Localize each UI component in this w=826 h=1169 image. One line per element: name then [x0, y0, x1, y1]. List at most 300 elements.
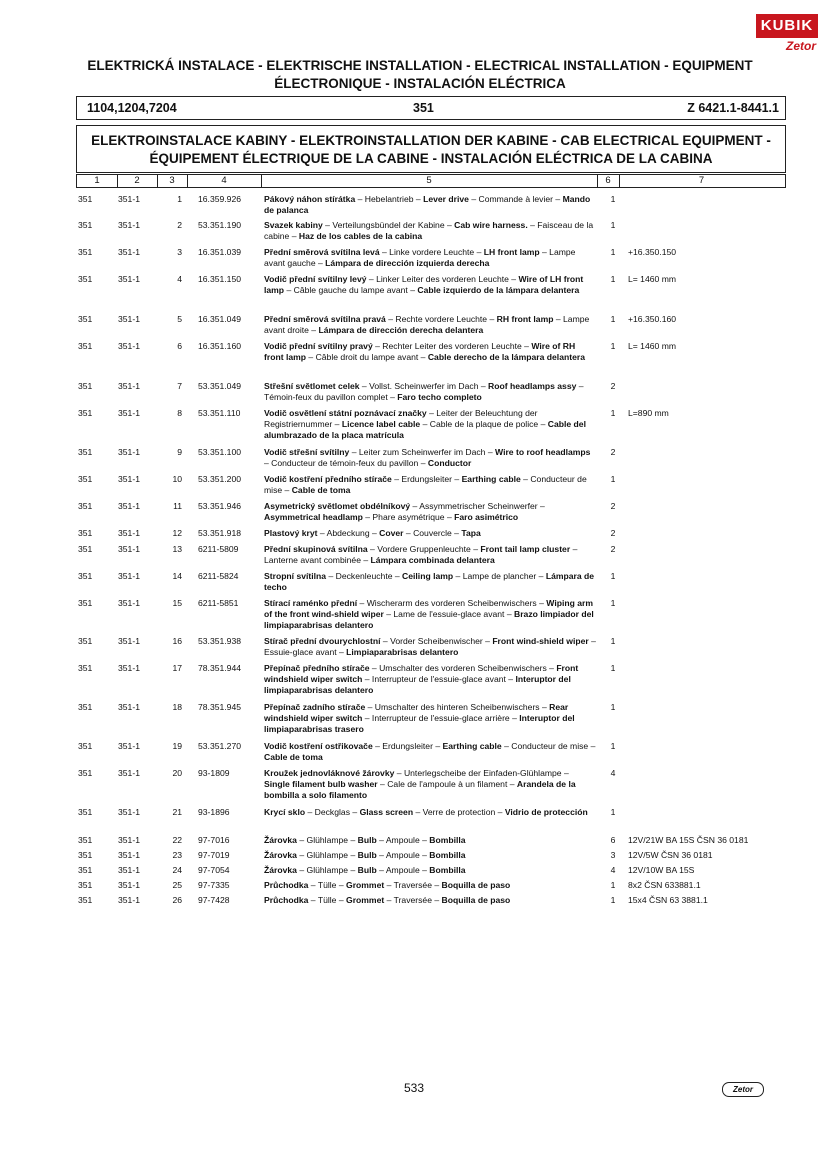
description-term: Faro asimétrico [454, 511, 519, 522]
description-text: – Phare asymétrique – [362, 511, 455, 522]
subgroup-cell: 351-1 [118, 274, 140, 284]
description-term: Cover [379, 528, 404, 538]
part-number-cell: 93-1809 [198, 768, 230, 778]
description-term: Přední skupinová svítilna [264, 544, 368, 554]
note-cell: 12V/5W ČSN 36 0181 [628, 850, 713, 860]
note-cell: 15x4 ČSN 63 3881.1 [628, 895, 708, 905]
subgroup-cell: 351-1 [118, 571, 140, 581]
part-number-cell: 16.351.160 [198, 341, 242, 351]
group-cell: 351 [78, 474, 93, 484]
column-header-row [76, 174, 786, 188]
page-title-line-2: ÉLECTRONIQUE - INSTALACIÓN ELÉCTRICA [274, 76, 566, 91]
description-term: Tapa [461, 528, 481, 538]
position-cell: 1 [177, 194, 182, 204]
position-cell: 13 [172, 544, 182, 554]
description-cell [264, 528, 596, 539]
description-cell [264, 247, 596, 269]
models-label: 1104,1204,7204 [87, 101, 177, 115]
description-term: Svazek kabiny [264, 220, 323, 230]
description-cell [264, 381, 596, 403]
group-number: 351 [413, 101, 434, 115]
description-term: Přední směrová svítilna pravá [264, 314, 386, 324]
note-cell: +16.350.160 [628, 314, 677, 324]
description-text: – Vordere Gruppenleuchte – [367, 544, 481, 554]
group-cell: 351 [78, 571, 93, 581]
description-term: Vodič kostření ostřikovače [264, 741, 373, 751]
description-text: – Essuie-glace avant – [264, 636, 596, 657]
description-term: Earthing cable [461, 474, 521, 484]
note-cell: +16.350.150 [628, 247, 677, 257]
group-cell: 351 [78, 341, 93, 351]
description-text: – Rechte vordere Leuchte – [385, 314, 497, 324]
description-text: – Lame de l'essuie-glace avant – [383, 608, 514, 619]
quantity-cell: 1 [610, 880, 616, 890]
description-text: – Tülle – [308, 895, 347, 905]
description-term: Cable izquierdo de la lámpara delantera [417, 284, 580, 295]
description-text: – Umschalter des vorderen Scheibenwischers – [369, 663, 557, 673]
description-text: – Tülle – [308, 880, 347, 890]
quantity-cell: 1 [610, 474, 616, 484]
group-cell: 351 [78, 663, 93, 673]
description-cell [264, 702, 596, 734]
quantity-cell: 1 [610, 702, 616, 712]
column-header: 1 [77, 175, 118, 187]
description-text: – Glühlampe – [296, 850, 358, 860]
description-text: – Linker Leiter des vorderen Leuchte – [366, 274, 519, 284]
column-header: 2 [117, 175, 158, 187]
description-text: – Glühlampe – [296, 835, 358, 845]
description-term: Vodič osvětlení státní poznávací značky [264, 408, 427, 418]
position-cell: 11 [173, 501, 182, 511]
part-number-cell: 78.351.945 [198, 702, 242, 712]
group-cell: 351 [78, 880, 93, 890]
description-term: Brazo limpiador del limpiaparabrisas delantero [264, 608, 594, 630]
description-text: – Ampoule – [376, 835, 430, 845]
description-term: Přepínač předního stírače [264, 663, 370, 673]
description-term: Přepínač zadního stírače [264, 702, 366, 712]
description-term: Lámpara de dirección derecha delantera [318, 324, 484, 335]
position-cell: 25 [172, 880, 182, 890]
description-cell [264, 571, 596, 593]
description-text: – Rechter Leiter des vorderen Leuchte – [372, 341, 532, 351]
part-number-cell: 53.351.200 [198, 474, 242, 484]
description-text: – Traversée – [384, 880, 442, 890]
group-cell: 351 [78, 865, 93, 875]
position-cell: 20 [172, 768, 182, 778]
subgroup-cell: 351-1 [118, 247, 140, 257]
group-cell: 351 [78, 702, 93, 712]
part-number-cell: 97-7054 [198, 865, 230, 875]
group-cell: 351 [78, 544, 93, 554]
description-text: – Faisceau de la cabine – [264, 220, 594, 241]
description-term: Lámpara de dirección izquierda derecha [325, 257, 490, 268]
subgroup-cell: 351-1 [118, 447, 140, 457]
subgroup-cell: 351-1 [118, 408, 140, 418]
subgroup-cell: 351-1 [118, 220, 140, 230]
description-text: – Conducteur de témoin-feux du pavillon – [264, 457, 428, 468]
description-term: Krycí sklo [264, 807, 306, 817]
description-text: – Deckenleuchte – [326, 571, 403, 581]
note-cell: L=890 mm [628, 408, 669, 418]
part-number-cell: 16.351.150 [198, 274, 242, 284]
part-number-cell: 16.359.926 [198, 194, 242, 204]
description-term: Arandela de la bombilla a solo filamento [264, 778, 576, 800]
description-cell [264, 663, 596, 695]
subgroup-cell: 351-1 [118, 880, 140, 890]
position-cell: 23 [172, 850, 182, 860]
description-term: Boquilla de paso [441, 895, 511, 905]
quantity-cell: 1 [610, 895, 616, 905]
description-cell [264, 408, 596, 440]
description-cell [264, 636, 596, 658]
description-text: – Ampoule – [376, 850, 430, 860]
position-cell: 8 [177, 408, 182, 418]
position-cell: 22 [172, 835, 182, 845]
description-term: Interuptor del limpiaparabrisas trasero [264, 712, 575, 734]
quantity-cell: 1 [610, 220, 616, 230]
description-term: Cab wire harness. [454, 220, 528, 230]
description-text: – Glühlampe – [296, 865, 358, 875]
description-term: Wire of LH front lamp [264, 274, 584, 295]
note-cell: L= 1460 mm [628, 341, 677, 351]
description-term: Glass screen [359, 807, 414, 817]
description-term: Plastový kryt [264, 528, 318, 538]
description-term: Stropní svítilna [264, 571, 327, 581]
position-cell: 4 [177, 274, 182, 284]
group-cell: 351 [78, 741, 93, 751]
part-number-cell: 97-7428 [198, 895, 230, 905]
description-term: Lámpara combinada delantera [370, 554, 495, 565]
description-cell [264, 220, 596, 242]
group-cell: 351 [78, 220, 93, 230]
description-text: – Couvercle – [403, 528, 462, 538]
description-cell [264, 741, 596, 763]
group-cell: 351 [78, 501, 93, 511]
part-number-cell: 6211-5851 [198, 598, 239, 608]
description-cell [264, 835, 596, 846]
part-number-cell: 53.351.049 [198, 381, 242, 391]
quantity-cell: 1 [610, 807, 616, 817]
description-term: Vodič přední svítilny pravý [264, 341, 373, 351]
quantity-cell: 1 [610, 636, 616, 646]
quantity-cell: 1 [610, 663, 616, 673]
description-cell [264, 314, 596, 336]
group-cell: 351 [78, 807, 93, 817]
description-term: Bulb [357, 835, 377, 845]
description-text: – Commande à levier – [468, 194, 563, 204]
description-term: Vodič kostření předního stírače [264, 474, 392, 484]
group-cell: 351 [78, 274, 93, 284]
description-term: Asymetrický světlomet obdélníkový [264, 501, 411, 511]
column-header: 7 [698, 175, 705, 186]
subgroup-cell: 351-1 [118, 865, 140, 875]
position-cell: 6 [177, 341, 182, 351]
part-number-cell: 16.351.049 [198, 314, 242, 324]
description-text: – Verteilungsbündel der Kabine – [322, 220, 455, 230]
description-cell [264, 895, 596, 906]
group-cell: 351 [78, 408, 93, 418]
group-cell: 351 [78, 895, 93, 905]
group-cell: 351 [78, 447, 93, 457]
description-term: Stírací raménko přední [264, 598, 358, 608]
description-term: Lámpara de techo [264, 571, 595, 592]
kubik-zetor-logo [756, 14, 818, 62]
part-number-cell: 16.351.039 [198, 247, 242, 257]
description-term: Roof headlamps assy [488, 381, 577, 391]
description-term: Boquilla de paso [441, 880, 511, 890]
subgroup-cell: 351-1 [118, 598, 140, 608]
part-number-cell: 93-1896 [198, 807, 230, 817]
column-header: 6 [597, 175, 620, 187]
quantity-cell: 1 [610, 598, 616, 608]
group-cell: 351 [78, 768, 93, 778]
position-cell: 26 [172, 895, 182, 905]
description-text: – Assymmetrischer Scheinwerfer – [410, 501, 545, 511]
quantity-cell: 1 [610, 408, 616, 418]
description-term: Cable del alumbrazado de la placa matrícula [264, 418, 586, 440]
description-text: – Vollst. Scheinwerfer im Dach – [359, 381, 489, 391]
description-cell [264, 880, 596, 891]
quantity-cell: 2 [610, 501, 616, 511]
part-number-cell: 53.351.190 [198, 220, 242, 230]
position-cell: 9 [177, 447, 182, 457]
description-term: Bombilla [429, 835, 466, 845]
page-number: 533 [403, 1081, 425, 1095]
description-text: – Leiter zum Scheinwerfer im Dach – [349, 447, 496, 457]
description-term: Kroužek jednovláknové žárovky [264, 768, 395, 778]
quantity-cell: 1 [610, 274, 616, 284]
group-cell: 351 [78, 835, 93, 845]
position-cell: 14 [172, 571, 182, 581]
description-term: Přední směrová svítilna levá [264, 247, 380, 257]
description-cell [264, 474, 596, 496]
description-term: Mando de palanca [264, 194, 591, 215]
group-cell: 351 [78, 850, 93, 860]
description-cell [264, 341, 596, 363]
note-cell: 12V/21W BA 15S ČSN 36 0181 [628, 835, 749, 845]
description-text: – Conducteur de mise – [264, 474, 587, 495]
position-cell: 3 [177, 247, 182, 257]
description-text: – Interrupteur de l'essuie-glace avant – [362, 673, 516, 684]
description-cell [264, 850, 596, 861]
group-cell: 351 [78, 598, 93, 608]
subgroup-cell: 351-1 [118, 528, 140, 538]
description-term: Faro techo completo [397, 391, 482, 402]
note-cell: 8x2 ČSN 633881.1 [628, 880, 701, 890]
description-cell [264, 768, 596, 800]
description-term: Bulb [357, 865, 377, 875]
quantity-cell: 4 [610, 768, 616, 778]
quantity-cell: 2 [610, 381, 616, 391]
description-cell [264, 865, 596, 876]
description-term: Conductor [427, 457, 472, 468]
description-text: – Deckglas – [305, 807, 360, 817]
description-cell [264, 501, 596, 523]
subgroup-cell: 351-1 [118, 636, 140, 646]
description-term: Bombilla [429, 850, 466, 860]
description-term: Single filament bulb washer [264, 778, 378, 789]
quantity-cell: 1 [610, 341, 616, 351]
description-text: – Unterlegscheibe der Einfaden-Glühlampe – [394, 768, 569, 778]
description-cell [264, 598, 596, 630]
quantity-cell: 4 [610, 865, 616, 875]
description-text: – Cale de l'ampoule à un filament – [377, 778, 517, 789]
description-text: – Erdungsleiter – [391, 474, 462, 484]
description-term: Licence label cable [341, 418, 421, 429]
quantity-cell: 2 [610, 447, 616, 457]
description-term: Cable derecho de la lámpara delantera [427, 351, 585, 362]
subgroup-cell: 351-1 [118, 807, 140, 817]
description-text: – Traversée – [384, 895, 442, 905]
group-cell: 351 [78, 381, 93, 391]
part-number-cell: 53.351.270 [198, 741, 242, 751]
part-number-cell: 6211-5824 [198, 571, 239, 581]
description-text: – Abdeckung – [317, 528, 380, 538]
position-cell: 10 [172, 474, 182, 484]
description-cell [264, 194, 596, 216]
quantity-cell: 2 [610, 544, 616, 554]
description-term: Limpiaparabrisas delantero [346, 646, 459, 657]
subgroup-cell: 351-1 [118, 768, 140, 778]
part-number-cell: 97-7019 [198, 850, 230, 860]
position-cell: 16 [172, 636, 182, 646]
position-cell: 18 [172, 702, 182, 712]
description-text: – Verre de protection – [413, 807, 505, 817]
position-cell: 21 [172, 807, 182, 817]
description-term: Front wind-shield wiper [492, 636, 589, 646]
description-term: Ceiling lamp [402, 571, 454, 581]
description-term: Žárovka [264, 835, 297, 845]
subgroup-cell: 351-1 [118, 663, 140, 673]
part-number-cell: 53.351.918 [198, 528, 242, 538]
part-number-cell: 53.351.110 [198, 408, 241, 418]
description-text: – Umschalter des hinteren Scheibenwischers – [365, 702, 550, 712]
description-text: – Ampoule – [376, 865, 430, 875]
subgroup-cell: 351-1 [118, 341, 140, 351]
description-term: Lever drive [423, 194, 469, 204]
description-term: RH front lamp [496, 314, 554, 324]
group-cell: 351 [78, 247, 93, 257]
position-cell: 24 [172, 865, 182, 875]
description-term: LH front lamp [483, 247, 540, 257]
description-term: Vidrio de protección [504, 807, 588, 817]
note-cell: 12V/10W BA 15S [628, 865, 695, 875]
description-text: – Hebelantrieb – [355, 194, 424, 204]
quantity-cell: 1 [610, 314, 616, 324]
description-term: Grommet [346, 880, 385, 890]
description-text: – Lampe de plancher – [453, 571, 546, 581]
description-term: Průchodka [264, 880, 309, 890]
description-cell [264, 274, 596, 296]
description-text: – Lanterne avant combinée – [264, 544, 578, 565]
description-term: Wire to roof headlamps [495, 447, 591, 457]
section-title-box [76, 125, 786, 173]
description-term: Cable de toma [264, 751, 323, 762]
description-term: Asymmetrical headlamp [264, 511, 363, 522]
group-cell: 351 [78, 314, 93, 324]
group-cell: 351 [78, 636, 93, 646]
description-text: – Cable de la plaque de police – [420, 418, 548, 429]
description-term: Interuptor del limpiaparabrisas delantero [264, 673, 571, 695]
description-term: Průchodka [264, 895, 309, 905]
part-number-cell: 97-7335 [198, 880, 230, 890]
description-term: Žárovka [264, 850, 297, 860]
description-text: – Leiter der Beleuchtung der Registriernummer – [264, 408, 538, 429]
description-term: Pákový náhon stírátka [264, 194, 356, 204]
section-title-line-2: ÉQUIPEMENT ÉLECTRIQUE DE LA CABINE - INSTALACIÓN ELÉCTRICA DE LA CABINA [149, 151, 713, 166]
subgroup-cell: 351-1 [118, 381, 140, 391]
description-text: – Lampe avant gauche – [264, 247, 576, 268]
section-title-line-1: ELEKTROINSTALACE KABINY - ELEKTROINSTALLATION DER KABINE - CAB ELECTRICAL EQUIPMENT - [91, 133, 771, 148]
quantity-cell: 1 [610, 571, 616, 581]
description-text: – Vorder Scheibenwischer – [380, 636, 493, 646]
subgroup-cell: 351-1 [118, 194, 140, 204]
quantity-cell: 6 [610, 835, 616, 845]
position-cell: 17 [172, 663, 182, 673]
page-title-line-1: ELEKTRICKÁ INSTALACE - ELEKTRISCHE INSTALLATION - ELECTRICAL INSTALLATION - EQUIPMENT [87, 58, 753, 73]
description-term: Front tail lamp cluster [480, 544, 571, 554]
position-cell: 5 [177, 314, 182, 324]
column-header: 4 [187, 175, 262, 187]
description-text: – Conducteur de mise – [501, 741, 596, 751]
part-number-cell: 78.351.944 [198, 663, 242, 673]
position-cell: 12 [172, 528, 182, 538]
subgroup-cell: 351-1 [118, 314, 140, 324]
description-term: Žárovka [264, 865, 297, 875]
quantity-cell: 1 [610, 247, 616, 257]
subgroup-cell: 351-1 [118, 895, 140, 905]
subgroup-cell: 351-1 [118, 702, 140, 712]
description-term: Front windshield wiper switch [264, 663, 579, 684]
description-cell [264, 544, 596, 566]
part-number-cell: 53.351.938 [198, 636, 242, 646]
position-cell: 2 [177, 220, 182, 230]
subgroup-cell: 351-1 [118, 835, 140, 845]
description-text: – Wischerarm des vorderen Scheibenwischers – [357, 598, 547, 608]
description-term: Earthing cable [442, 741, 502, 751]
group-cell: 351 [78, 528, 93, 538]
description-term: Wiping arm of the front wind-shield wiper [264, 598, 594, 619]
description-text: – Câble gauche du lampe avant – [284, 284, 418, 295]
description-text: – Linke vordere Leuchte – [379, 247, 484, 257]
description-text: – Câble droit du lampe avant – [306, 351, 428, 362]
quantity-cell: 1 [610, 741, 616, 751]
part-number-cell: 53.351.100 [198, 447, 242, 457]
quantity-cell: 2 [610, 528, 616, 538]
subgroup-cell: 351-1 [118, 501, 140, 511]
description-term: Rear windshield wiper switch [264, 702, 569, 723]
description-term: Grommet [346, 895, 385, 905]
description-text: – Interrupteur de l'essuie-glace arrière – [362, 712, 520, 723]
part-number-cell: 53.351.946 [198, 501, 242, 511]
subgroup-cell: 351-1 [118, 850, 140, 860]
quantity-cell: 3 [610, 850, 616, 860]
column-header: 5 [261, 175, 598, 187]
group-cell: 351 [78, 194, 93, 204]
description-term: Vodič přední svítilny levý [264, 274, 367, 284]
column-header: 3 [157, 175, 188, 187]
model-info-bar [76, 96, 786, 120]
description-term: Stírač přední dvourychlostní [264, 636, 381, 646]
description-text: – Témoin-feux du pavillon complet – [264, 381, 584, 402]
part-number-cell: 6211-5809 [198, 544, 239, 554]
description-text: – Lampe avant droite – [264, 314, 590, 335]
logo-sub: Zetor [786, 39, 816, 53]
subgroup-cell: 351-1 [118, 474, 140, 484]
subgroup-cell: 351-1 [118, 544, 140, 554]
description-cell [264, 807, 596, 818]
description-term: Střešní světlomet celek [264, 381, 360, 391]
